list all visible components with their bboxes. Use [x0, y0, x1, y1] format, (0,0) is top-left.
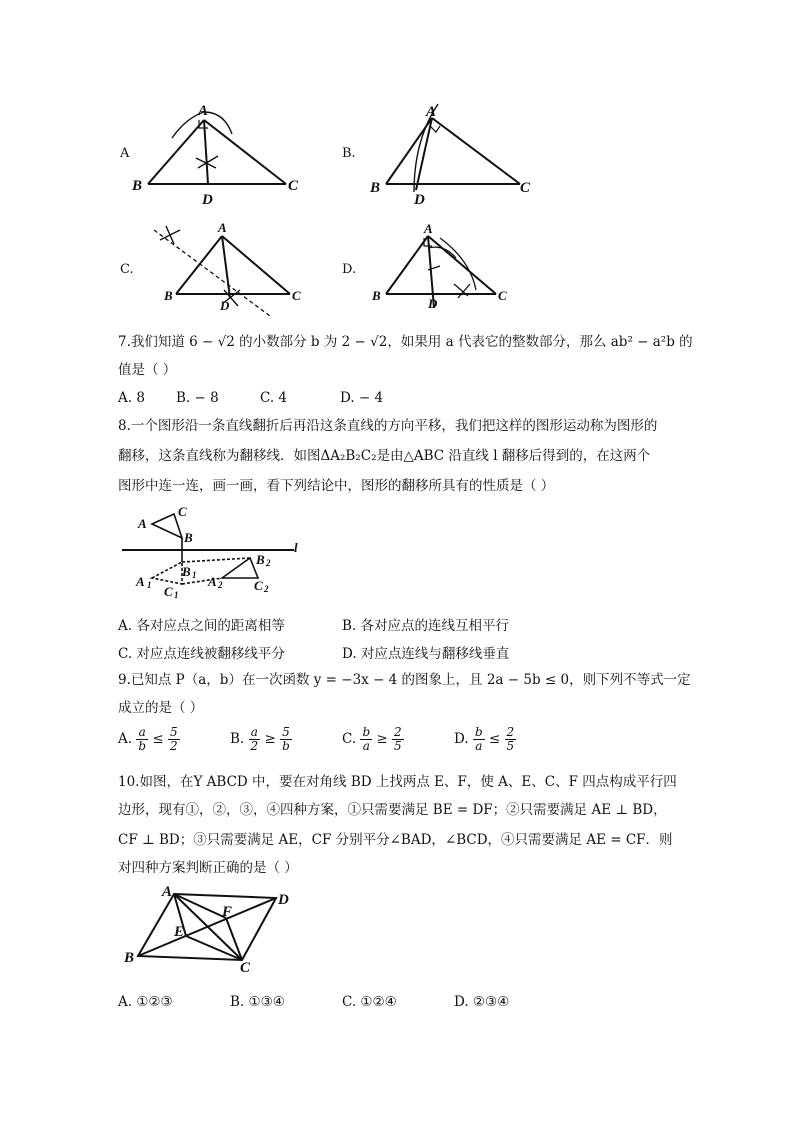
q10-text-line4: 对四种方案判断正确的是（ ）	[118, 860, 298, 876]
q10-label-F: F	[222, 904, 233, 920]
figure-q10-parallelogram	[118, 882, 308, 974]
q9-choice-d-label: D.	[454, 731, 469, 747]
q9-d-left-fraction: $\frac{b}{a}$	[474, 725, 483, 753]
q8-sub-A2: 2	[218, 580, 223, 590]
q10-choice-c[interactable]: C. ①②④	[342, 994, 397, 1010]
fig-d-label-A: A	[424, 221, 433, 236]
q8-label-C: C	[178, 504, 187, 519]
q7-choice-d[interactable]: D. − 4	[340, 390, 384, 406]
q8-sub-B2: 2	[266, 558, 271, 568]
q7-text-line2: 值是（ ）	[118, 362, 177, 378]
q10-label-D: D	[278, 892, 289, 908]
figure-option-c	[146, 218, 316, 318]
q9-c-left-fraction: $\frac{b}{a}$	[362, 725, 371, 753]
q10-label-A: A	[162, 884, 173, 900]
option-c-label[interactable]: C.	[120, 262, 134, 277]
fig-b-label-B: B	[370, 180, 381, 196]
q8-sub-C2: 2	[264, 584, 269, 594]
fig-c-label-C: C	[292, 288, 301, 303]
q9-text-line1: 9.已知点 P（a，b）在一次函数 y = −3x − 4 的图象上，且 2a − 5b ≤ 0，则下列不等式一定	[118, 672, 691, 688]
q9-choice-d[interactable]	[454, 726, 516, 753]
q8-label-A: A	[138, 516, 147, 531]
q7-choice-c[interactable]: C. 4	[260, 390, 288, 406]
option-d-label[interactable]: D.	[342, 262, 357, 277]
q8-label-C2: C	[254, 578, 263, 593]
q10-label-B: B	[124, 950, 135, 966]
q8-text-line2: 翻移，这条直线称为翻移线．如图ΔA₂B₂C₂是由△ABC 沿直线 l 翻移后得到的，在这两个	[118, 448, 651, 464]
q9-d-right-fraction: $\frac{2}{5}$	[506, 725, 515, 753]
q9-b-operator: ≥	[264, 731, 276, 747]
fig-a-label-D: D	[202, 192, 213, 208]
q8-sub-B1: 1	[192, 570, 197, 580]
fig-b-label-C: C	[520, 180, 531, 196]
fig-a-label-B: B	[132, 178, 143, 194]
figure-option-d	[366, 220, 526, 320]
q7-text-line1: 7.我们知道 6 − √2 的小数部分 b 为 2 − √2，如果用 a 代表它的整数部分，那么 ab² − a²b 的	[118, 334, 693, 350]
option-a-label[interactable]: A	[120, 146, 130, 161]
q9-choice-c[interactable]	[342, 726, 404, 753]
fig-c-label-D: D	[220, 298, 230, 313]
fig-d-label-B: B	[372, 288, 381, 303]
q10-choice-b[interactable]: B. ①③④	[230, 994, 285, 1010]
fig-b-label-A: A	[426, 104, 437, 120]
q10-label-C: C	[240, 960, 251, 974]
fig-d-label-C: C	[498, 288, 507, 303]
fig-a-label-C: C	[288, 178, 299, 194]
q8-sub-A1: 1	[147, 580, 152, 590]
q8-label-A2: A	[208, 574, 217, 589]
q10-text-line3: CF ⊥ BD；③只需要满足 AE，CF 分别平分∠BAD，∠BCD，④只需要满足 AE = CF．则	[118, 832, 673, 848]
q9-choice-b-label: B.	[230, 731, 245, 747]
q10-text-line1: 10.如图，在Y ABCD 中，要在对角线 BD 上找两点 E、F，使 A、E、C、F 四点构成平行四	[118, 774, 677, 790]
q8-sub-C1: 1	[174, 590, 179, 600]
fig-d-label-D: D	[428, 296, 438, 311]
q9-b-left-fraction: $\frac{a}{2}$	[250, 725, 259, 753]
q9-text-line2: 成立的是（ ）	[118, 700, 204, 716]
q9-a-operator: ≤	[152, 731, 164, 747]
q9-choice-a-label: A.	[118, 731, 133, 747]
q7-choice-b[interactable]: B. − 8	[176, 390, 219, 406]
fig-b-label-D: D	[414, 192, 425, 208]
q8-text-line3: 图形中连一连，画一画，看下列结论中，图形的翻移所具有的性质是（ ）	[118, 478, 555, 494]
q8-label-B: B	[184, 530, 193, 545]
option-b-label[interactable]: B.	[342, 146, 356, 161]
fig-c-label-A: A	[218, 220, 227, 235]
q9-d-operator: ≤	[488, 731, 501, 747]
q9-a-right-fraction: $\frac{5}{2}$	[169, 725, 178, 753]
figure-option-a	[128, 98, 308, 210]
q10-label-E: E	[174, 924, 185, 940]
q8-choice-b[interactable]: B. 各对应点的连线互相平行	[342, 618, 510, 634]
q7-choice-a[interactable]: A. 8	[118, 390, 145, 406]
figure-option-b	[366, 96, 546, 211]
q8-label-B2: B	[256, 552, 265, 567]
figure-q8-reflection	[118, 498, 318, 603]
q8-choice-d[interactable]: D. 对应点连线与翻移线垂直	[342, 646, 510, 662]
q8-choice-a[interactable]: A. 各对应点之间的距离相等	[118, 618, 285, 634]
q8-choice-c[interactable]: C. 对应点连线被翻移线平分	[118, 646, 285, 662]
q9-choice-b[interactable]	[230, 726, 292, 753]
q9-a-left-fraction: $\frac{a}{b}$	[138, 725, 147, 753]
fig-a-label-A: A	[198, 103, 209, 119]
q10-choice-d[interactable]: D. ②③④	[454, 994, 510, 1010]
q9-choice-a[interactable]	[118, 726, 180, 753]
q8-label-A1: A	[136, 574, 145, 589]
q8-label-l: l	[294, 540, 298, 555]
fig-c-label-B: B	[164, 288, 173, 303]
q10-choice-a[interactable]: A. ①②③	[118, 994, 173, 1010]
q8-text-line1: 8.一个图形沿一条直线翻折后再沿这条直线的方向平移，我们把这样的图形运动称为图形的	[118, 418, 658, 434]
q8-label-B1: B	[182, 564, 191, 579]
q10-text-line2: 边形，现有①，②，③，④四种方案，①只需要满足 BE = DF；②只需要满足 AE ⊥ BD，	[118, 802, 667, 818]
q9-c-right-fraction: $\frac{2}{5}$	[394, 725, 402, 753]
q9-choice-c-label: C.	[342, 731, 357, 747]
q9-c-operator: ≥	[376, 731, 388, 747]
q8-label-C1: C	[164, 584, 173, 599]
q9-b-right-fraction: $\frac{5}{b}$	[282, 725, 290, 753]
